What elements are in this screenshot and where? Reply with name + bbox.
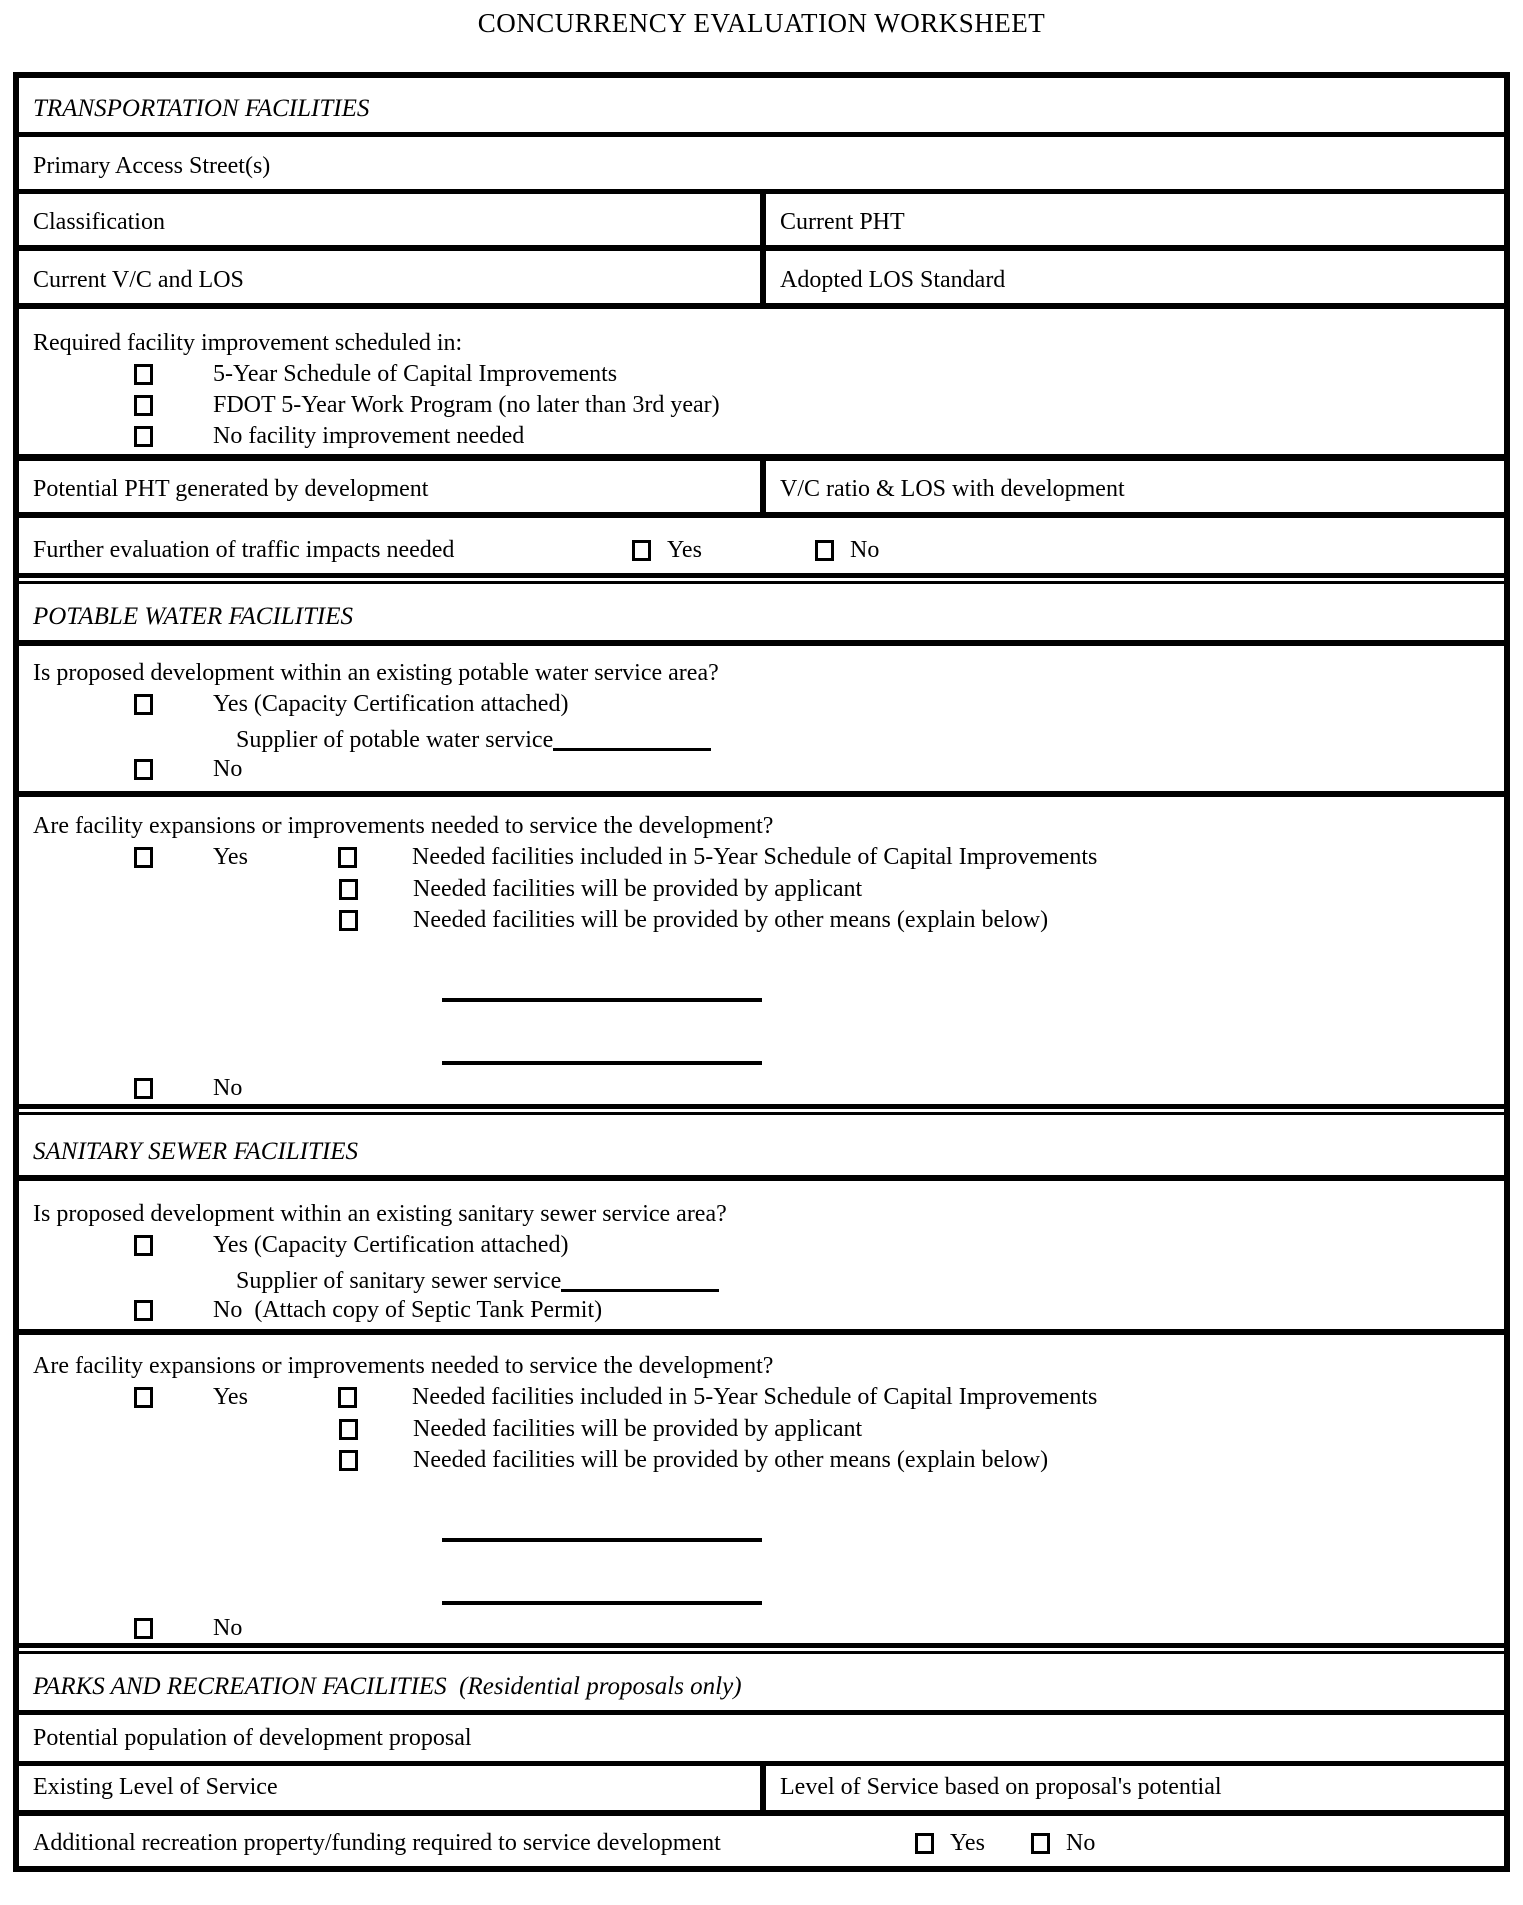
sanitary-explain-fill-in-line-1[interactable] bbox=[442, 1538, 762, 1542]
potable-needed-applicant-label: Needed facilities will be provided by applicant bbox=[413, 876, 863, 902]
row-sanitary-service-area bbox=[19, 1181, 1504, 1335]
potable-expansion-no-option bbox=[19, 1073, 1504, 1104]
checkbox-5yr-schedule-icon[interactable] bbox=[134, 364, 153, 385]
sanitary-no-label: No (Attach copy of Septic Tank Permit) bbox=[213, 1297, 603, 1323]
checkbox-sanitary-needed-applicant-icon[interactable] bbox=[339, 1419, 358, 1440]
sanitary-needed-applicant-option bbox=[19, 1414, 1504, 1445]
row-vc-los bbox=[19, 251, 1504, 309]
additional-recreation-yes-option bbox=[915, 1830, 985, 1857]
row-potable-expansions bbox=[19, 797, 1504, 1104]
checkbox-no-improvement-icon[interactable] bbox=[134, 426, 153, 447]
option-no-improvement-label: No facility improvement needed bbox=[213, 423, 525, 449]
sanitary-supplier-line bbox=[19, 1262, 1504, 1295]
section-header-potable-water: POTABLE WATER FACILITIES bbox=[33, 603, 354, 630]
vc-ratio-label: V/C ratio & LOS with development bbox=[780, 476, 1125, 502]
potable-explain-fill-in-line-1[interactable] bbox=[442, 998, 762, 1002]
row-primary-access bbox=[19, 137, 1504, 194]
additional-recreation-label: Additional recreation property/funding required to service development bbox=[33, 1830, 721, 1856]
sanitary-yes-option bbox=[19, 1229, 1504, 1262]
sanitary-no-option bbox=[19, 1295, 1504, 1326]
option-5yr-schedule-label: 5-Year Schedule of Capital Improvements bbox=[213, 361, 618, 387]
section-header-row-potable-water bbox=[19, 584, 1504, 646]
potential-pht-label: Potential PHT generated by development bbox=[33, 476, 429, 502]
potable-yes-label: Yes (Capacity Certification attached) bbox=[213, 691, 569, 717]
potential-pht-field bbox=[19, 461, 766, 512]
section-divider bbox=[19, 1643, 1504, 1654]
potential-population-label: Potential population of development proposal bbox=[33, 1725, 472, 1751]
vc-ratio-field bbox=[766, 461, 1504, 512]
row-potential-population bbox=[19, 1715, 1504, 1766]
further-eval-no-option bbox=[815, 537, 879, 564]
section-header-parks: PARKS AND RECREATION FACILITIES (Residential proposals only) bbox=[33, 1673, 742, 1700]
potable-supplier-line bbox=[19, 721, 1504, 754]
potable-needed-cip-label: Needed facilities included in 5-Year Schedule of Capital Improvements bbox=[412, 844, 1098, 870]
potable-expansion-no-label: No bbox=[213, 1075, 243, 1101]
option-fdot-program bbox=[19, 390, 1504, 421]
potable-no-label: No bbox=[213, 756, 243, 782]
checkbox-potable-needed-other-icon[interactable] bbox=[339, 910, 358, 931]
sanitary-supplier-fill-in-line[interactable] bbox=[561, 1285, 719, 1292]
potable-explain-fill-in-line-2[interactable] bbox=[442, 1061, 762, 1065]
section-header-sanitary-sewer: SANITARY SEWER FACILITIES bbox=[33, 1138, 358, 1165]
potable-service-area-question: Is proposed development within an existing potable water service area? bbox=[33, 659, 719, 686]
option-fdot-program-label: FDOT 5-Year Work Program (no later than 3rd year) bbox=[213, 392, 720, 418]
sanitary-needed-cip-label: Needed facilities included in 5-Year Schedule of Capital Improvements bbox=[412, 1384, 1098, 1410]
sanitary-needed-other-option bbox=[19, 1445, 1504, 1476]
option-no-improvement bbox=[19, 421, 1504, 452]
further-eval-yes-option bbox=[632, 537, 702, 564]
row-classification-pht bbox=[19, 194, 1504, 251]
row-sanitary-expansions bbox=[19, 1335, 1504, 1643]
checkbox-fdot-program-icon[interactable] bbox=[134, 395, 153, 416]
further-eval-no-label: No bbox=[850, 537, 880, 563]
checkbox-additional-recreation-yes-icon[interactable] bbox=[915, 1833, 934, 1854]
potable-needed-other-label: Needed facilities will be provided by other means (explain below) bbox=[413, 907, 1049, 933]
sanitary-expansion-question: Are facility expansions or improvements needed to service the development? bbox=[33, 1352, 774, 1379]
row-potential-pht bbox=[19, 461, 1504, 518]
proposal-los-field bbox=[766, 1766, 1504, 1810]
adopted-los-label: Adopted LOS Standard bbox=[780, 267, 1006, 293]
checkbox-potable-expansion-no-icon[interactable] bbox=[134, 1078, 153, 1099]
primary-access-label: Primary Access Street(s) bbox=[33, 153, 271, 179]
proposal-los-label: Level of Service based on proposal's potential bbox=[780, 1774, 1222, 1800]
row-potable-service-area bbox=[19, 646, 1504, 797]
checkbox-potable-needed-applicant-icon[interactable] bbox=[339, 879, 358, 900]
section-divider bbox=[19, 573, 1504, 584]
option-5yr-schedule bbox=[19, 359, 1504, 390]
potable-yes-option bbox=[19, 688, 1504, 721]
checkbox-potable-needed-cip-icon[interactable] bbox=[338, 847, 357, 868]
checkbox-potable-expansion-yes-icon[interactable] bbox=[134, 847, 153, 868]
worksheet-table bbox=[13, 72, 1510, 1872]
current-pht-field bbox=[766, 194, 1504, 245]
sanitary-service-area-question: Is proposed development within an existing sanitary sewer service area? bbox=[33, 1200, 727, 1227]
current-vc-los-label: Current V/C and LOS bbox=[33, 267, 244, 293]
required-improvement-question: Required facility improvement scheduled in: bbox=[33, 329, 463, 356]
additional-recreation-yes-label: Yes bbox=[950, 1830, 985, 1856]
section-header-transportation: TRANSPORTATION FACILITIES bbox=[33, 95, 370, 122]
potable-supplier-label: Supplier of potable water service bbox=[236, 727, 554, 753]
existing-los-field bbox=[19, 1766, 766, 1810]
sanitary-needed-applicant-label: Needed facilities will be provided by applicant bbox=[413, 1416, 863, 1442]
checkbox-additional-recreation-no-icon[interactable] bbox=[1031, 1833, 1050, 1854]
checkbox-potable-no-icon[interactable] bbox=[134, 759, 153, 780]
current-vc-los-field bbox=[19, 251, 766, 303]
sanitary-supplier-label: Supplier of sanitary sewer service bbox=[236, 1268, 562, 1294]
sanitary-expansion-no-label: No bbox=[213, 1615, 243, 1641]
sanitary-expansion-no-option bbox=[19, 1613, 1504, 1644]
checkbox-potable-yes-icon[interactable] bbox=[134, 694, 153, 715]
current-pht-label: Current PHT bbox=[780, 209, 905, 235]
checkbox-sanitary-expansion-no-icon[interactable] bbox=[134, 1618, 153, 1639]
classification-label: Classification bbox=[33, 209, 165, 235]
additional-recreation-no-label: No bbox=[1066, 1830, 1096, 1856]
checkbox-sanitary-expansion-yes-icon[interactable] bbox=[134, 1387, 153, 1408]
row-further-evaluation bbox=[19, 518, 1504, 573]
row-required-improvement bbox=[19, 309, 1504, 461]
additional-recreation-no-option bbox=[1031, 1830, 1095, 1857]
further-evaluation-label: Further evaluation of traffic impacts needed bbox=[33, 537, 455, 563]
section-divider bbox=[19, 1104, 1504, 1115]
section-header-row-transportation bbox=[19, 78, 1504, 137]
potable-needed-other-option bbox=[19, 905, 1504, 936]
section-header-row-parks bbox=[19, 1654, 1504, 1715]
potable-needed-applicant-option bbox=[19, 874, 1504, 905]
checkbox-sanitary-no-icon[interactable] bbox=[134, 1300, 153, 1321]
classification-field bbox=[19, 194, 766, 245]
potable-no-option bbox=[19, 754, 1504, 785]
section-header-row-sanitary-sewer bbox=[19, 1115, 1504, 1181]
sanitary-expansion-yes-label: Yes bbox=[213, 1384, 248, 1410]
sanitary-expansion-yes-option bbox=[19, 1381, 1504, 1414]
potable-expansion-yes-option bbox=[19, 841, 1504, 874]
checkbox-sanitary-needed-other-icon[interactable] bbox=[339, 1450, 358, 1471]
sanitary-yes-label: Yes (Capacity Certification attached) bbox=[213, 1232, 569, 1258]
checkbox-further-eval-no-icon[interactable] bbox=[815, 540, 834, 561]
row-level-of-service bbox=[19, 1766, 1504, 1816]
page-title: CONCURRENCY EVALUATION WORKSHEET bbox=[477, 8, 1046, 38]
potable-supplier-fill-in-line[interactable] bbox=[553, 744, 711, 751]
checkbox-sanitary-needed-cip-icon[interactable] bbox=[338, 1387, 357, 1408]
checkbox-further-eval-yes-icon[interactable] bbox=[632, 540, 651, 561]
sanitary-needed-other-label: Needed facilities will be provided by other means (explain below) bbox=[413, 1447, 1049, 1473]
checkbox-sanitary-yes-icon[interactable] bbox=[134, 1235, 153, 1256]
potable-expansion-question: Are facility expansions or improvements needed to service the development? bbox=[33, 812, 774, 839]
sanitary-explain-fill-in-line-2[interactable] bbox=[442, 1601, 762, 1605]
further-eval-yes-label: Yes bbox=[667, 537, 702, 563]
existing-los-label: Existing Level of Service bbox=[33, 1774, 278, 1800]
row-additional-recreation bbox=[19, 1816, 1504, 1866]
potable-expansion-yes-label: Yes bbox=[213, 844, 248, 870]
adopted-los-field bbox=[766, 251, 1504, 303]
